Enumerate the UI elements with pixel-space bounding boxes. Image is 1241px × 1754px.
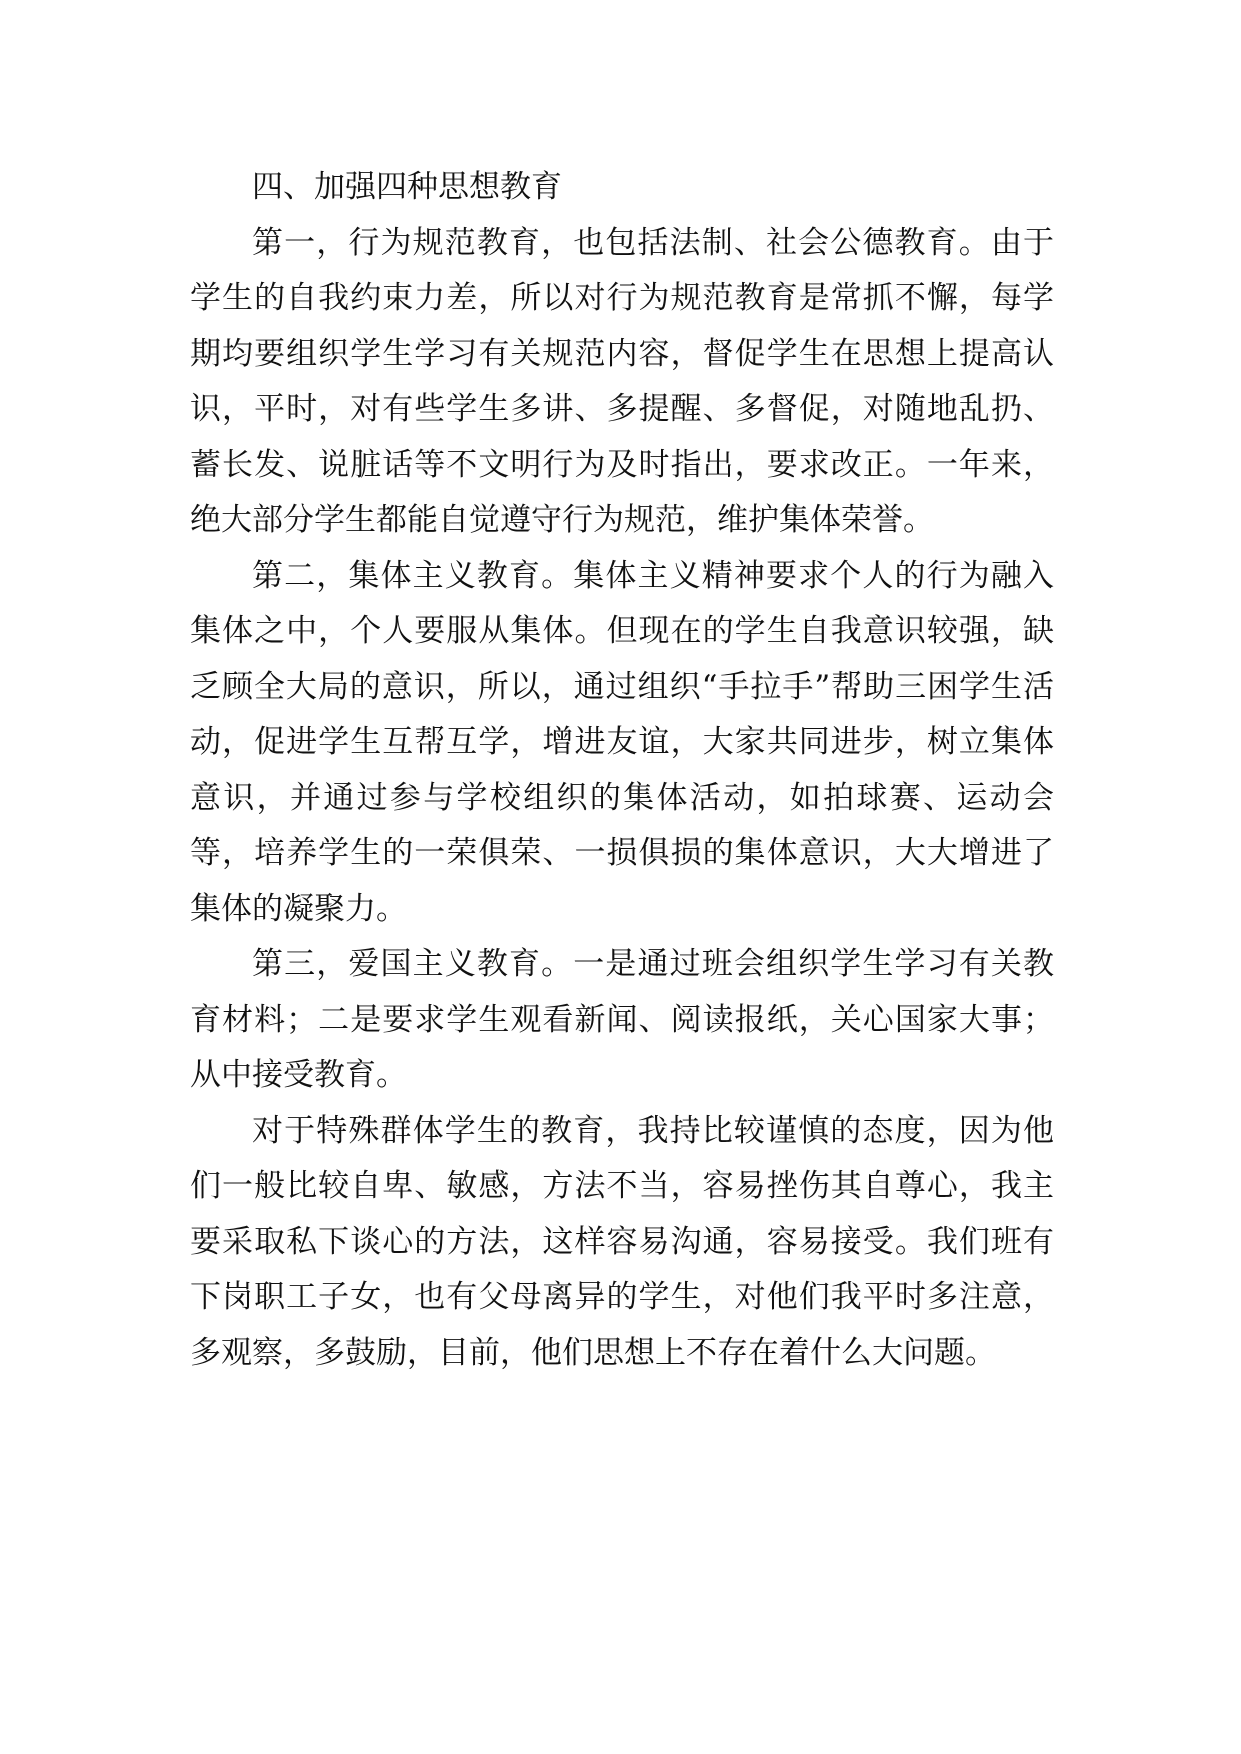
paragraph-patriotism-education: 第三，爱国主义教育。一是通过班会组织学生学习有关教育材料；二是要求学生观看新闻、阅读报纸，关心国家大事；从中接受教育。 [190, 946, 1054, 1093]
section-heading: 四、加强四种思想教育 [252, 169, 562, 205]
paragraph-special-group-education: 对于特殊群体学生的教育，我持比较谨慎的态度，因为他们一般比较自卑、敏感，方法不当，容易挫伤其自尊心，我主要采取私下谈心的方法，这样容易沟通，容易接受。我们班有下岗职工子女，也有父母离异的学生，对他们我平时多注意，多观察，多鼓励，目前，他们思想上不存在着什么大问题。 [190, 1112, 1054, 1371]
paragraph-behavior-education: 第一，行为规范教育，也包括法制、社会公德教育。由于学生的自我约束力差，所以对行为规范教育是常抓不懈，每学期均要组织学生学习有关规范内容，督促学生在思想上提高认识，平时，对有些学生多讲、多提醒、多督促，对随地乱扔、蓄长发、说脏话等不文明行为及时指出，要求改正。一年来，绝大部分学生都能自觉遵守行为规范，维护集体荣誉。 [190, 224, 1054, 538]
paragraph-collectivism-education: 第二，集体主义教育。集体主义精神要求个人的行为融入集体之中，个人要服从集体。但现在的学生自我意识较强，缺乏顾全大局的意识，所以，通过组织“手拉手”帮助三困学生活动，促进学生互帮互学，增进友谊，大家共同进步，树立集体意识，并通过参与学校组织的集体活动，如拍球赛、运动会等，培养学生的一荣俱荣、一损俱损的集体意识，大大增进了集体的凝聚力。 [190, 557, 1054, 927]
document-body [190, 160, 1054, 1381]
